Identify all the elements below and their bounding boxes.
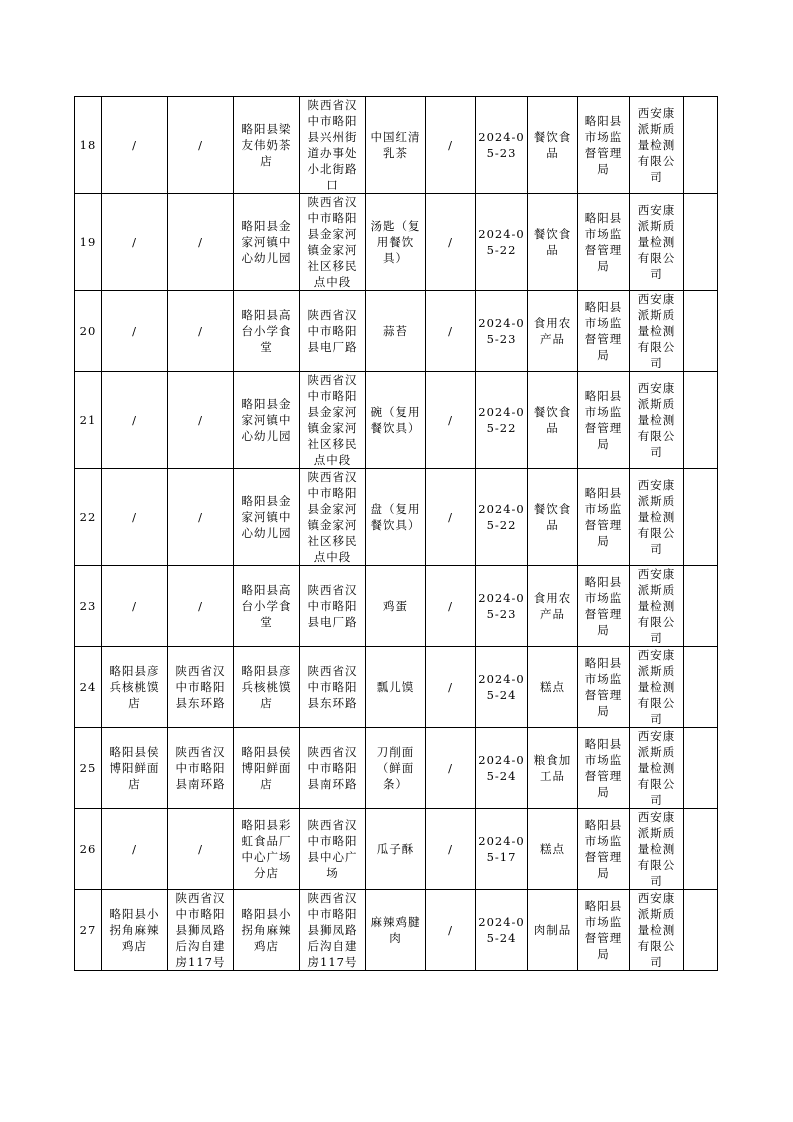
producer-address: / (168, 291, 234, 372)
product-name: 汤匙（复用餐饮具） (366, 194, 426, 291)
sampling-date: 2024-05-24 (476, 728, 528, 809)
sampling-date: 2024-05-22 (476, 469, 528, 566)
table-row (75, 728, 718, 809)
remarks (684, 372, 718, 469)
producer-address: / (168, 469, 234, 566)
product-name: 瓜子酥 (366, 809, 426, 890)
regulatory-authority: 略阳县市场监督管理局 (578, 469, 630, 566)
row-number: 24 (75, 647, 102, 728)
row-number: 18 (75, 97, 102, 194)
specification: / (426, 291, 476, 372)
sampling-date: 2024-05-22 (476, 194, 528, 291)
seller-address: 陕西省汉中市略阳县狮凤路后沟自建房117号 (300, 890, 366, 971)
remarks (684, 469, 718, 566)
product-name: 瓢儿馍 (366, 647, 426, 728)
seller-address: 陕西省汉中市略阳县兴州街道办事处小北街路口 (300, 97, 366, 194)
row-number: 27 (75, 890, 102, 971)
specification: / (426, 469, 476, 566)
seller-name: 略阳县彦兵核桃馍店 (234, 647, 300, 728)
testing-lab: 西安康派斯质量检测有限公司 (630, 890, 684, 971)
table-row (75, 809, 718, 890)
specification: / (426, 890, 476, 971)
testing-lab: 西安康派斯质量检测有限公司 (630, 194, 684, 291)
table-row (75, 890, 718, 971)
specification: / (426, 647, 476, 728)
producer-name: 略阳县彦兵核桃馍店 (102, 647, 168, 728)
sampling-date: 2024-05-23 (476, 566, 528, 647)
producer-name: 略阳县小拐角麻辣鸡店 (102, 890, 168, 971)
product-name: 中国红清乳茶 (366, 97, 426, 194)
testing-lab: 西安康派斯质量检测有限公司 (630, 469, 684, 566)
producer-name: / (102, 566, 168, 647)
specification: / (426, 728, 476, 809)
seller-name: 略阳县小拐角麻辣鸡店 (234, 890, 300, 971)
row-number: 19 (75, 194, 102, 291)
table-body (75, 97, 718, 971)
producer-name: 略阳县侯博阳鲜面店 (102, 728, 168, 809)
row-number: 25 (75, 728, 102, 809)
seller-name: 略阳县高台小学食堂 (234, 291, 300, 372)
producer-name: / (102, 372, 168, 469)
seller-address: 陕西省汉中市略阳县中心广场 (300, 809, 366, 890)
producer-address: / (168, 566, 234, 647)
seller-name: 略阳县高台小学食堂 (234, 566, 300, 647)
remarks (684, 647, 718, 728)
producer-address: / (168, 194, 234, 291)
specification: / (426, 566, 476, 647)
seller-address: 陕西省汉中市略阳县金家河镇金家河社区移民点中段 (300, 372, 366, 469)
remarks (684, 809, 718, 890)
producer-address: 陕西省汉中市略阳县东环路 (168, 647, 234, 728)
producer-name: / (102, 291, 168, 372)
seller-name: 略阳县金家河镇中心幼儿园 (234, 469, 300, 566)
regulatory-authority: 略阳县市场监督管理局 (578, 372, 630, 469)
product-name: 蒜苔 (366, 291, 426, 372)
remarks (684, 194, 718, 291)
producer-address: / (168, 97, 234, 194)
food-category: 餐饮食品 (528, 372, 578, 469)
testing-lab: 西安康派斯质量检测有限公司 (630, 647, 684, 728)
sampling-date: 2024-05-24 (476, 647, 528, 728)
food-category: 食用农产品 (528, 566, 578, 647)
specification: / (426, 809, 476, 890)
table-row (75, 291, 718, 372)
table-row (75, 647, 718, 728)
inspection-results-table (74, 96, 718, 971)
seller-address: 陕西省汉中市略阳县金家河镇金家河社区移民点中段 (300, 469, 366, 566)
testing-lab: 西安康派斯质量检测有限公司 (630, 291, 684, 372)
product-name: 麻辣鸡腱肉 (366, 890, 426, 971)
food-category: 糕点 (528, 647, 578, 728)
table-row (75, 97, 718, 194)
testing-lab: 西安康派斯质量检测有限公司 (630, 728, 684, 809)
table-row (75, 372, 718, 469)
sampling-date: 2024-05-23 (476, 97, 528, 194)
producer-name: / (102, 97, 168, 194)
seller-name: 略阳县梁友伟奶茶店 (234, 97, 300, 194)
seller-address: 陕西省汉中市略阳县东环路 (300, 647, 366, 728)
regulatory-authority: 略阳县市场监督管理局 (578, 566, 630, 647)
seller-name: 略阳县彩虹食品厂中心广场分店 (234, 809, 300, 890)
sampling-date: 2024-05-23 (476, 291, 528, 372)
remarks (684, 291, 718, 372)
regulatory-authority: 略阳县市场监督管理局 (578, 97, 630, 194)
food-category: 肉制品 (528, 890, 578, 971)
producer-address: 陕西省汉中市略阳县狮凤路后沟自建房117号 (168, 890, 234, 971)
remarks (684, 566, 718, 647)
product-name: 盘（复用餐饮具） (366, 469, 426, 566)
product-name: 刀削面（鲜面条） (366, 728, 426, 809)
testing-lab: 西安康派斯质量检测有限公司 (630, 97, 684, 194)
specification: / (426, 194, 476, 291)
testing-lab: 西安康派斯质量检测有限公司 (630, 809, 684, 890)
row-number: 26 (75, 809, 102, 890)
producer-name: / (102, 809, 168, 890)
specification: / (426, 372, 476, 469)
seller-address: 陕西省汉中市略阳县南环路 (300, 728, 366, 809)
food-category: 餐饮食品 (528, 97, 578, 194)
remarks (684, 890, 718, 971)
row-number: 21 (75, 372, 102, 469)
regulatory-authority: 略阳县市场监督管理局 (578, 194, 630, 291)
food-category: 餐饮食品 (528, 469, 578, 566)
seller-name: 略阳县金家河镇中心幼儿园 (234, 372, 300, 469)
seller-address: 陕西省汉中市略阳县电厂路 (300, 566, 366, 647)
producer-address: 陕西省汉中市略阳县南环路 (168, 728, 234, 809)
table-row (75, 566, 718, 647)
specification: / (426, 97, 476, 194)
sampling-date: 2024-05-24 (476, 890, 528, 971)
regulatory-authority: 略阳县市场监督管理局 (578, 809, 630, 890)
food-category: 粮食加工品 (528, 728, 578, 809)
producer-address: / (168, 809, 234, 890)
seller-name: 略阳县金家河镇中心幼儿园 (234, 194, 300, 291)
regulatory-authority: 略阳县市场监督管理局 (578, 728, 630, 809)
seller-name: 略阳县侯博阳鲜面店 (234, 728, 300, 809)
remarks (684, 728, 718, 809)
producer-name: / (102, 469, 168, 566)
product-name: 碗（复用餐饮具） (366, 372, 426, 469)
producer-address: / (168, 372, 234, 469)
food-category: 糕点 (528, 809, 578, 890)
table-row (75, 469, 718, 566)
testing-lab: 西安康派斯质量检测有限公司 (630, 372, 684, 469)
sampling-date: 2024-05-22 (476, 372, 528, 469)
regulatory-authority: 略阳县市场监督管理局 (578, 291, 630, 372)
table-row (75, 194, 718, 291)
regulatory-authority: 略阳县市场监督管理局 (578, 647, 630, 728)
sampling-date: 2024-05-17 (476, 809, 528, 890)
regulatory-authority: 略阳县市场监督管理局 (578, 890, 630, 971)
row-number: 22 (75, 469, 102, 566)
producer-name: / (102, 194, 168, 291)
testing-lab: 西安康派斯质量检测有限公司 (630, 566, 684, 647)
product-name: 鸡蛋 (366, 566, 426, 647)
food-category: 食用农产品 (528, 291, 578, 372)
food-category: 餐饮食品 (528, 194, 578, 291)
row-number: 23 (75, 566, 102, 647)
remarks (684, 97, 718, 194)
seller-address: 陕西省汉中市略阳县金家河镇金家河社区移民点中段 (300, 194, 366, 291)
row-number: 20 (75, 291, 102, 372)
seller-address: 陕西省汉中市略阳县电厂路 (300, 291, 366, 372)
